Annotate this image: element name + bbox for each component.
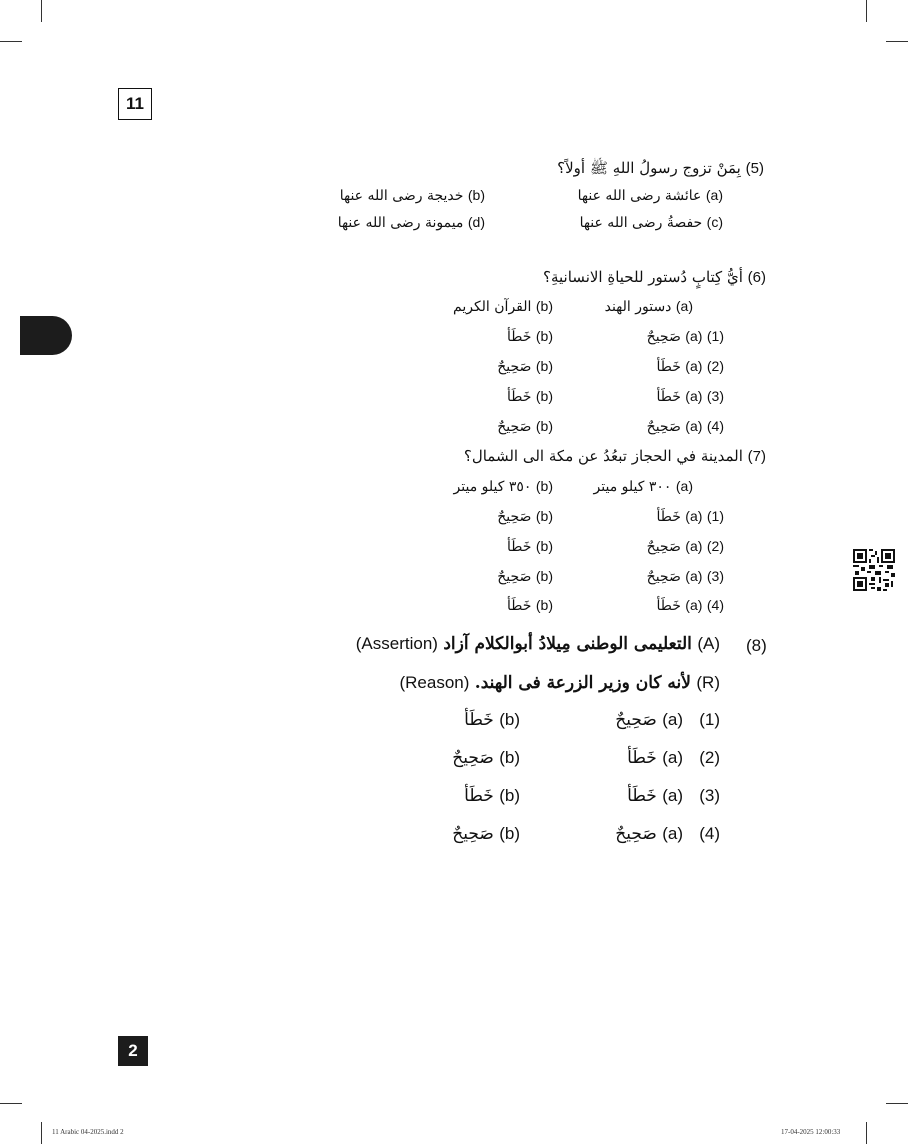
statement-label: (a) — [675, 478, 693, 494]
q8-choice-2: (2) (a) خَطَأ — [627, 748, 720, 768]
crop-mark — [866, 1122, 867, 1144]
q7-choice-4: (4) (a) خَطَأ — [656, 597, 724, 614]
crop-mark — [41, 1122, 42, 1144]
reason-label: (R) — [696, 673, 720, 692]
q7-choice-2b: (b) خَطَأ — [507, 538, 553, 555]
statement-text: ٣٠٠ كيلو ميتر — [593, 479, 672, 495]
choice-b: خَطَأ — [464, 786, 494, 806]
q8-number: (8) — [746, 636, 767, 655]
q8-choice-4b: (b) صَحِيحٌ — [452, 824, 520, 844]
q5-option-a — [578, 187, 723, 204]
q8-choice-1b: (b) خَطَأ — [464, 710, 520, 730]
option-text: حفصةُ رضى الله عنها — [579, 215, 703, 231]
assertion-text: التعليمى الوطنى مِيلادُ أبوالكلام آزاد — [443, 634, 692, 654]
choice-a: صَحِيحٌ — [646, 539, 681, 555]
q7-choice-1: (1) (a) خَطَأ — [656, 508, 724, 525]
choice-number: (4) — [699, 824, 720, 843]
choice-number: (1) — [706, 508, 724, 524]
choice-a: خَطَأ — [656, 598, 681, 614]
choice-number: (2) — [706, 358, 724, 374]
q5-option-d — [338, 214, 485, 231]
option-label: (d) — [467, 214, 485, 230]
choice-a: خَطَأ — [656, 389, 681, 405]
crop-mark — [866, 0, 867, 22]
choice-a: خَطَأ — [627, 786, 657, 806]
statement-text: ٣٥٠ كيلو ميتر — [453, 479, 532, 495]
choice-number: (2) — [699, 748, 720, 767]
q5-number: (5) — [745, 160, 764, 177]
q8-choice-3: (3) (a) خَطَأ — [627, 786, 720, 806]
crop-mark — [886, 41, 908, 42]
option-text: ميمونة رضى الله عنها — [337, 215, 464, 231]
choice-number: (3) — [699, 786, 720, 805]
q6-statement-b — [453, 298, 553, 315]
crop-mark — [41, 0, 42, 22]
choice-number: (2) — [706, 538, 724, 554]
option-label: (c) — [706, 214, 723, 230]
q7-choice-2: (2) (a) صَحِيحٌ — [646, 538, 724, 555]
q8-choice-4: (4) (a) صَحِيحٌ — [615, 824, 720, 844]
reason-tag: (Reason) — [399, 673, 470, 692]
chapter-tab-marker — [20, 316, 72, 355]
q7-choice-4b: (b) خَطَأ — [507, 597, 553, 614]
page-number: 2 — [128, 1041, 138, 1060]
crop-mark — [0, 1103, 22, 1104]
choice-a: صَحِيحٌ — [646, 419, 681, 435]
q6-choice-1: (1) (a) صَحِيحٌ — [646, 328, 724, 345]
choice-number: (1) — [706, 328, 724, 344]
q7-choice-3b: (b) صَحِيحٌ — [497, 568, 553, 585]
statement-text: دستور الهند — [604, 299, 672, 315]
choice-b: صَحِيحٌ — [497, 419, 532, 435]
statement-label: (b) — [535, 298, 553, 314]
q8-choice-3b: (b) خَطَأ — [464, 786, 520, 806]
q7-statement-a — [594, 478, 693, 495]
choice-b: خَطَأ — [507, 539, 532, 555]
statement-label: (b) — [535, 478, 553, 494]
q6-statement-a — [605, 298, 693, 315]
q7-choice-1b: (b) صَحِيحٌ — [497, 508, 553, 525]
choice-b: صَحِيحٌ — [497, 569, 532, 585]
q6-text: أيُّ كِتابٍ دُستور للحياةِ الانسانيةِ؟ — [543, 268, 743, 286]
q6-choice-3: (3) (a) خَطَأ — [656, 388, 724, 405]
q8-choice-2b: (b) صَحِيحٌ — [452, 748, 520, 768]
q6-number: (6) — [747, 269, 766, 286]
q8-reason — [399, 673, 720, 693]
q6-choice-4: (4) (a) صَحِيحٌ — [646, 418, 724, 435]
reason-text: لأنه كان وزير الزرعة فى الهند. — [474, 673, 691, 693]
q7-question — [464, 447, 766, 465]
choice-a: صَحِيحٌ — [646, 329, 681, 345]
choice-number: (3) — [706, 388, 724, 404]
option-text: عائشة رضى الله عنها — [577, 188, 702, 204]
footer-timestamp: 17-04-2025 12:00:33 — [781, 1128, 841, 1136]
q7-text: المدينة في الحجاز تبعُدُ عن مكة الى الشمال؟ — [463, 447, 743, 465]
choice-b: خَطَأ — [464, 710, 494, 730]
q6-choice-4b: (b) صَحِيحٌ — [497, 418, 553, 435]
crop-mark — [0, 41, 22, 42]
choice-b: صَحِيحٌ — [452, 824, 494, 844]
option-label: (a) — [705, 187, 723, 203]
q5-option-b — [340, 187, 485, 204]
crop-mark — [886, 1103, 908, 1104]
q6-choice-3b: (b) خَطَأ — [507, 388, 553, 405]
assertion-label: (A) — [697, 634, 720, 653]
statement-text: القرآن الكريم — [453, 299, 532, 315]
page-number-box — [118, 1036, 148, 1066]
choice-b: خَطَأ — [507, 389, 532, 405]
choice-number: (3) — [706, 568, 724, 584]
choice-b: خَطَأ — [507, 329, 532, 345]
q6-question — [543, 268, 766, 286]
qr-code-icon — [853, 549, 895, 591]
chapter-number: 11 — [126, 94, 144, 113]
choice-b: صَحِيحٌ — [497, 509, 532, 525]
q7-statement-b — [454, 478, 553, 495]
q7-choice-3: (3) (a) صَحِيحٌ — [646, 568, 724, 585]
q8-assertion — [356, 634, 720, 654]
choice-b: صَحِيحٌ — [452, 748, 494, 768]
q5-option-c — [580, 214, 723, 231]
q8-choice-1: (1) (a) صَحِيحٌ — [615, 710, 720, 730]
choice-a: خَطَأ — [656, 359, 681, 375]
q6-choice-1b: (b) خَطَأ — [507, 328, 553, 345]
option-label: (b) — [467, 187, 485, 203]
q5-text: بِمَنْ تزوج رسولُ اللهِ ﷺ أولاً؟ — [557, 159, 741, 177]
q5-question — [557, 159, 764, 181]
option-text: خديجة رضى الله عنها — [339, 188, 464, 204]
chapter-number-box — [118, 88, 152, 120]
q6-choice-2: (2) (a) خَطَأ — [656, 358, 724, 375]
choice-a: خَطَأ — [627, 748, 657, 768]
footer-file-name: 11 Arabic 04-2025.indd 2 — [52, 1128, 124, 1136]
choice-number: (4) — [706, 597, 724, 613]
choice-number: (1) — [699, 710, 720, 729]
choice-a: خَطَأ — [656, 509, 681, 525]
statement-label: (a) — [675, 298, 693, 314]
assertion-tag: (Assertion) — [355, 634, 438, 653]
choice-a: صَحِيحٌ — [646, 569, 681, 585]
choice-number: (4) — [706, 418, 724, 434]
choice-b: خَطَأ — [507, 598, 532, 614]
choice-a: صَحِيحٌ — [615, 710, 657, 730]
q6-choice-2b: (b) صَحِيحٌ — [497, 358, 553, 375]
q7-number: (7) — [747, 448, 766, 465]
choice-b: صَحِيحٌ — [497, 359, 532, 375]
choice-a: صَحِيحٌ — [615, 824, 657, 844]
